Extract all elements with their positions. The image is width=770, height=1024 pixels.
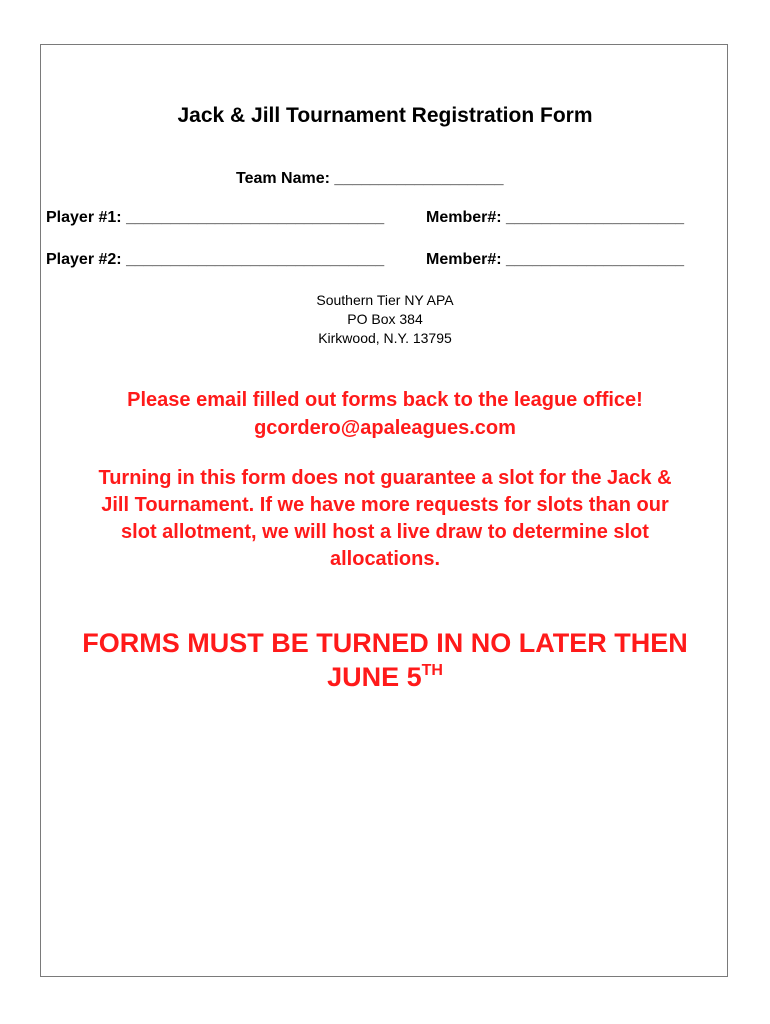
email-instruction: Please email filled out forms back to the league office! bbox=[127, 389, 643, 411]
email-address[interactable]: gcordero@apaleagues.com bbox=[254, 417, 516, 439]
team-name-label: Team Name: bbox=[236, 170, 330, 187]
disclaimer-line2: Jill Tournament. If we have more requests for slots than our bbox=[101, 494, 669, 516]
deadline-date: JUNE 5 bbox=[327, 662, 422, 692]
disclaimer-line3: slot allotment, we will host a live draw to determine slot bbox=[121, 521, 649, 543]
team-name-field[interactable] bbox=[236, 170, 504, 188]
player1-member-field[interactable] bbox=[426, 209, 684, 227]
player1-blank[interactable]: _____________________________ bbox=[126, 209, 385, 226]
player2-member-blank[interactable]: ____________________ bbox=[506, 251, 684, 268]
email-instruction-block bbox=[50, 386, 720, 442]
player2-blank[interactable]: _____________________________ bbox=[126, 251, 385, 268]
disclaimer-line1: Turning in this form does not guarantee a slot for the Jack & bbox=[98, 467, 672, 489]
address-line1: Southern Tier NY APA bbox=[316, 292, 454, 308]
player2-member-field[interactable] bbox=[426, 251, 684, 269]
player1-member-label: Member#: bbox=[426, 209, 502, 226]
disclaimer-line4: allocations. bbox=[329, 548, 441, 570]
deadline-notice bbox=[50, 626, 720, 694]
deadline-line2 bbox=[50, 660, 720, 694]
address-line2: PO Box 384 bbox=[347, 311, 423, 327]
address-line3: Kirkwood, N.Y. 13795 bbox=[318, 330, 452, 346]
player1-field[interactable] bbox=[46, 209, 384, 227]
player2-label: Player #2: bbox=[46, 251, 122, 268]
form-title: Jack & Jill Tournament Registration Form bbox=[177, 104, 593, 127]
player2-member-label: Member#: bbox=[426, 251, 502, 268]
player1-label: Player #1: bbox=[46, 209, 122, 226]
deadline-date-suffix: TH bbox=[421, 662, 443, 679]
player1-member-blank[interactable]: ____________________ bbox=[506, 209, 684, 226]
mailing-address bbox=[0, 291, 770, 348]
team-name-blank[interactable]: ___________________ bbox=[334, 170, 504, 187]
disclaimer-block bbox=[50, 465, 720, 573]
deadline-line1: FORMS MUST BE TURNED IN NO LATER THEN bbox=[82, 628, 688, 658]
player2-field[interactable] bbox=[46, 251, 384, 269]
